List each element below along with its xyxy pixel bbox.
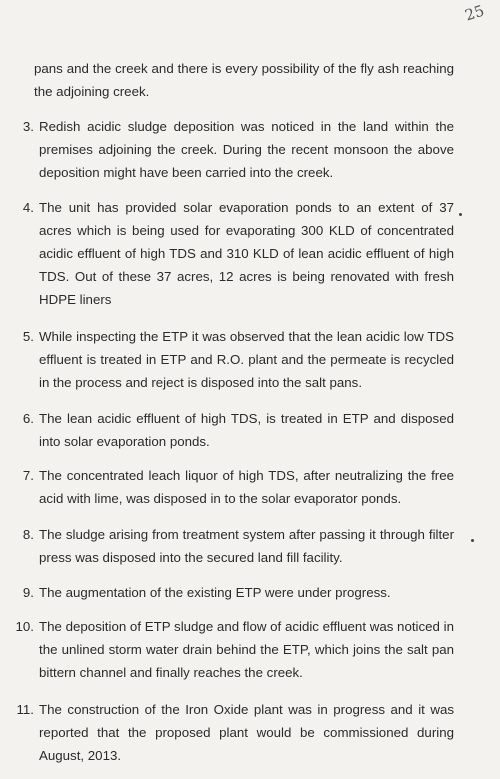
- item-text: The construction of the Iron Oxide plant was in progress and it was reported that the proposed plant would be commissioned during August, 2013.: [39, 702, 454, 763]
- item-number: 9.: [22, 585, 34, 600]
- continuation-paragraph: pans and the creek and there is every possibility of the fly ash reaching the adjoining creek.: [34, 61, 454, 99]
- list-item: [10, 581, 454, 604]
- item-text: The lean acidic effluent of high TDS, is treated in ETP and disposed into solar evaporation ponds.: [39, 411, 454, 449]
- page-number: 25: [462, 1, 487, 25]
- item-number: 3.: [22, 119, 34, 134]
- list-item: [10, 196, 454, 311]
- item-text: The deposition of ETP sludge and flow of acidic effluent was noticed in the unlined storm water drain behind the ETP, which joins the salt pan bittern channel and finally reaches the creek.: [39, 619, 454, 680]
- list-item: [10, 407, 454, 453]
- item-number: 8.: [22, 527, 34, 542]
- list-item: [10, 615, 454, 684]
- stray-mark: [471, 539, 474, 542]
- list-item: [10, 698, 454, 767]
- stray-mark: [459, 213, 462, 216]
- item-text: The unit has provided solar evaporation ponds to an extent of 37 acres which is being used for evaporating 300 KLD of concentrated acidic effluent of high TDS and 310 KLD of lean acidic effluent of high TDS. Out of these 37 acres, 12 acres is being renovated with fresh HDPE liners: [39, 200, 454, 307]
- list-item: [10, 325, 454, 394]
- list-item: [10, 523, 454, 569]
- item-number: 10.: [15, 619, 34, 634]
- item-text: The concentrated leach liquor of high TDS, after neutralizing the free acid with lime, was disposed in to the solar evaporator ponds.: [39, 468, 454, 506]
- list-item: [10, 464, 454, 510]
- item-number: 11.: [16, 702, 34, 717]
- item-text: While inspecting the ETP it was observed that the lean acidic low TDS effluent is treated in ETP and R.O. plant and the permeate is recycled in the process and reject is disposed into the salt pans.: [39, 329, 454, 390]
- list-item: [10, 115, 454, 184]
- item-text: The augmentation of the existing ETP were under progress.: [39, 585, 391, 600]
- item-number: 5.: [22, 329, 34, 344]
- item-text: Redish acidic sludge deposition was noticed in the land within the premises adjoining the creek. During the recent monsoon the above deposition might have been carried into the creek.: [39, 119, 454, 180]
- item-number: 7.: [22, 468, 34, 483]
- item-text: The sludge arising from treatment system after passing it through filter press was disposed into the secured land fill facility.: [39, 527, 454, 565]
- item-number: 6.: [22, 411, 34, 426]
- item-number: 4.: [22, 200, 34, 215]
